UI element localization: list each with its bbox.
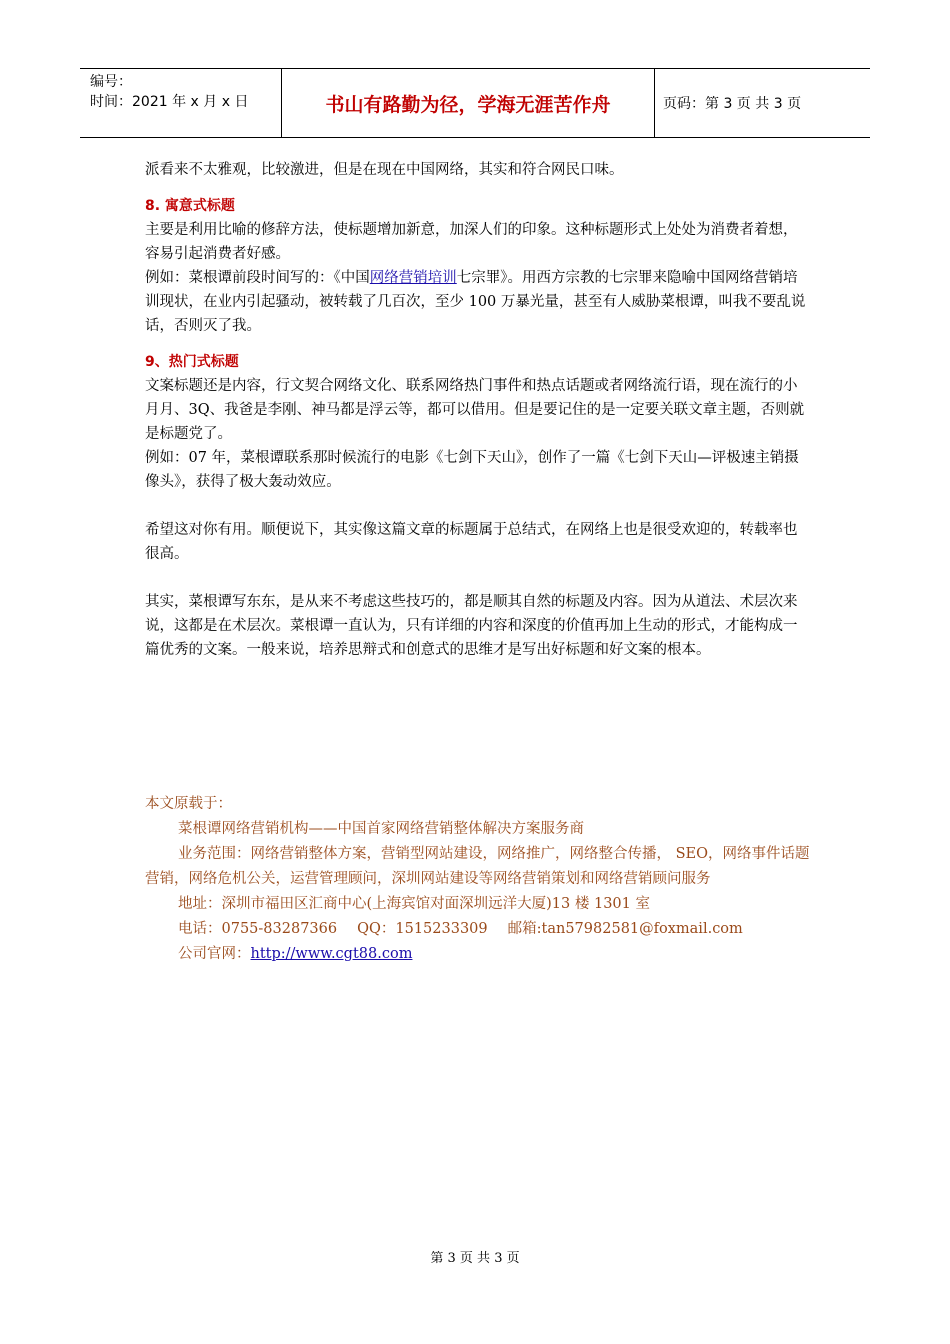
site-label: 公司官网：	[178, 946, 251, 962]
section-heading-8: 8. 寓意式标题	[145, 198, 235, 214]
source-scope: 业务范围：网络营销整体方案，营销型网站建设，网络推广，网络整合传播， SEO，网络事件话题营销，网络危机公关，运营管理顾问，深圳网站建设等网络营销策划和网络营销顾问服务	[145, 846, 810, 887]
section-heading-9: 9、热门式标题	[145, 354, 239, 370]
intro-paragraph: 派看来不太雅观，比较激进，但是在现在中国网络，其实和符合网民口味。	[145, 162, 624, 178]
site-link[interactable]: http://www.cgt88.com	[250, 946, 413, 962]
source-site	[145, 942, 810, 967]
section-9-paragraph-2: 例如：07 年，菜根谭联系那时候流行的电影《七剑下天山》，创作了一篇《七剑下天山—评极速主销摄像头》，获得了极大轰动效应。	[145, 450, 799, 490]
header-page-code: 页码：第 3 页 共 3 页	[663, 96, 802, 112]
training-link[interactable]: 网络营销培训	[369, 270, 457, 286]
source-block	[145, 792, 810, 967]
source-email: 邮箱:tan57982581@foxmail.com	[507, 921, 743, 937]
source-contact	[145, 917, 810, 942]
source-address: 地址：深圳市福田区汇商中心(上海宾馆对面深圳远洋大厦)13 楼 1301 室	[178, 896, 650, 912]
number-label: 编号：	[90, 74, 132, 90]
page-header	[80, 68, 870, 138]
source-qq: QQ：1515233309	[357, 921, 488, 937]
source-phone: 电话：0755-83287366	[178, 921, 338, 937]
source-org: 菜根谭网络营销机构——中国首家网络营销整体解决方案服务商	[178, 821, 584, 837]
header-meta	[80, 69, 282, 137]
source-label: 本文原载于：	[145, 796, 232, 812]
time-label: 时间：2021 年 x 月 x 日	[90, 94, 249, 110]
example-text-after: 七宗罪》。用西方宗教的七宗罪来隐喻中国网络营销培训现状，在业内引起骚动，被转载了几百次，至少 100 万暴光量，甚至有人威胁菜根谭，叫我不要乱说话，否则灭了我。	[145, 270, 806, 334]
section-9-paragraph-1: 文案标题还是内容，行文契合网络文化、联系网络热门事件和热点话题或者网络流行语，现在流行的小月月、3Q、我爸是李刚、神马都是浮云等，都可以借用。但是要记住的是一定要关联文章主题，否则就是标题党了。	[145, 378, 805, 442]
hope-paragraph: 希望这对你有用。顺便说下，其实像这篇文章的标题属于总结式，在网络上也是很受欢迎的，转载率也很高。	[145, 522, 798, 562]
section-8-paragraph-2	[145, 266, 810, 338]
final-paragraph: 其实，菜根谭写东东，是从来不考虑这些技巧的，都是顺其自然的标题及内容。因为从道法、术层次来说，这都是在术层次。菜根谭一直认为，只有详细的内容和深度的价值再加上生动的形式，才能构成一篇优秀的文案。一般来说，培养思辩式和创意式的思维才是写出好标题和好文案的根本。	[145, 594, 798, 658]
section-8-paragraph-1: 主要是利用比喻的修辞方法，使标题增加新意，加深人们的印象。这种标题形式上处处为消费者着想，容易引起消费者好感。	[145, 222, 798, 262]
article-body	[145, 158, 810, 662]
page-footer: 第 3 页 共 3 页	[430, 1251, 520, 1266]
example-text-before: 例如：菜根谭前段时间写的：《中国	[145, 270, 370, 286]
header-motto: 书山有路勤为径，学海无涯苦作舟	[282, 69, 655, 137]
